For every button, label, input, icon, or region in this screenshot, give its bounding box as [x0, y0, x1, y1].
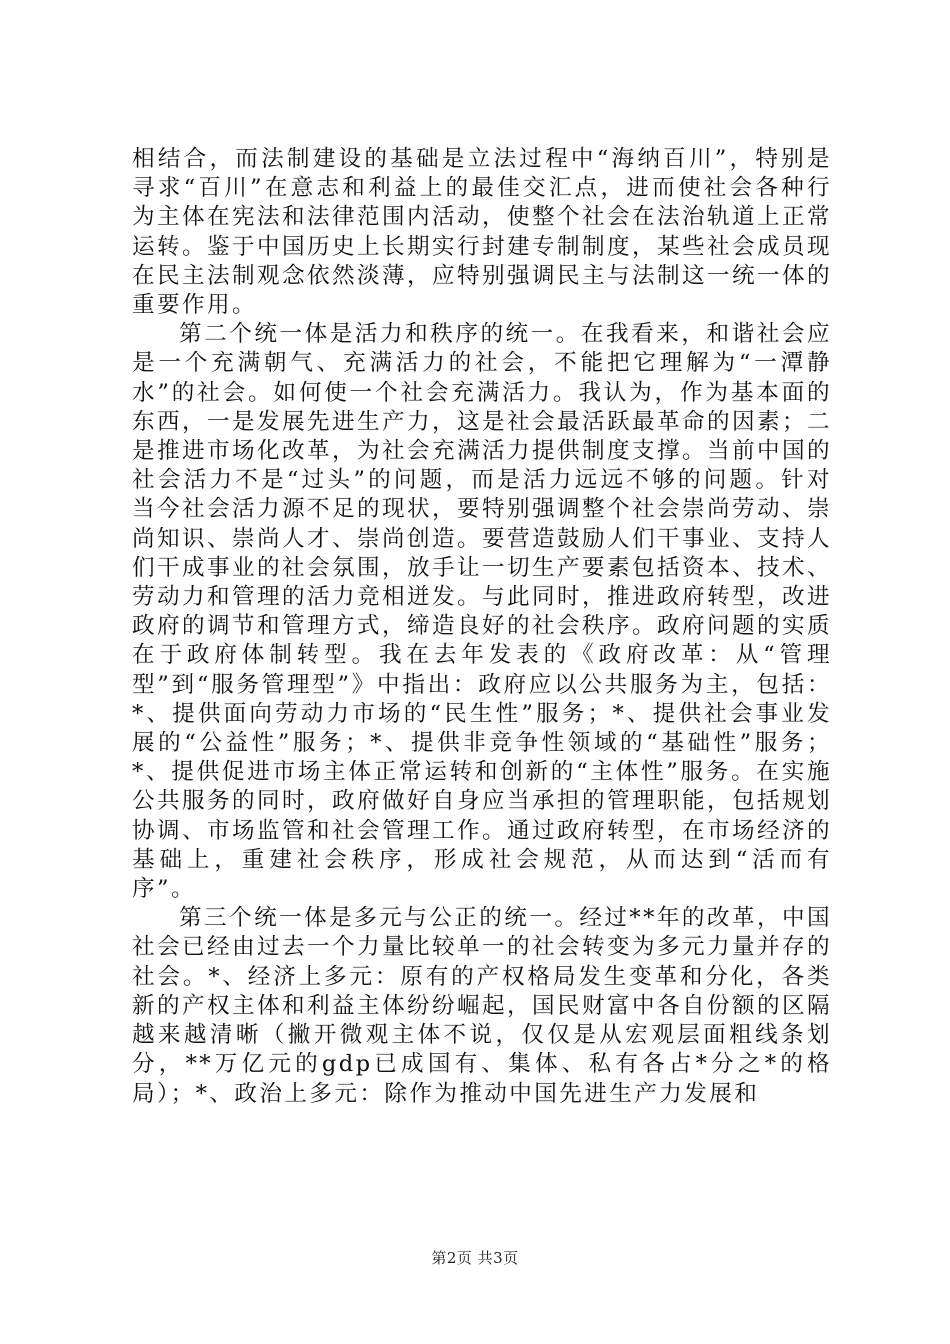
paragraph-2: 第二个统一体是活力和秩序的统一。在我看来，和谐社会应是一个充满朝气、充满活力的社会，不能把它理解为“一潭静水”的社会。如何使一个社会充满活力。我认为，作为基本面的东西，一是发展先进生产力，这是社会最活跃最革命的因素；二是推进市场化改革，为社会充满活力提供制度支撑。当前中国的社会活力不是“过头”的问题，而是活力远远不够的问题。针对当今社会活力源不足的现状，要特别强调整个社会崇尚劳动、崇尚知识、崇尚人才、崇尚创造。要营造鼓励人们干事业、支持人们干成事业的社会氛围，放手让一切生产要素包括资本、技术、劳动力和管理的活力竞相迸发。与此同时，推进政府转型，改进政府的调节和管理方式，缔造良好的社会秩序。政府问题的实质在于政府体制转型。我在去年发表的《政府改革：从“管理型”到“服务管理型”》中指出：政府应以公共服务为主，包括：*、提供面向劳动力市场的“民生性”服务；*、提供社会事业发展的“公益性”服务；*、提供非竞争性领域的“基础性”服务；*、提供促进市场主体正常运转和创新的“主体性”服务。在实施公共服务的同时，政府做好自身应当承担的管理职能，包括规划协调、市场监管和社会管理工作。通过政府转型，在市场经济的基础上，重建社会秩序，形成社会规范，从而达到“活而有序”。 — [132, 321, 832, 903]
paragraph-3: 第三个统一体是多元与公正的统一。经过**年的改革，中国社会已经由过去一个力量比较单一的社会转变为多元力量并存的社会。*、经济上多元：原有的产权格局发生变革和分化，各类新的产权主体和利益主体纷纷崛起，国民财富中各自份额的区隔越来越清晰（撇开微观主体不说，仅仅是从宏观层面粗线条划分，**万亿元的gdp已成国有、集体、私有各占*分之*的格局）；*、政治上多元：除作为推动中国先进生产力发展和 — [132, 905, 832, 1107]
document-body — [132, 145, 832, 1109]
page-footer: 第2页 共3页 — [431, 1249, 519, 1267]
paragraph-1: 相结合，而法制建设的基础是立法过程中“海纳百川”，特别是寻求“百川”在意志和利益上的最佳交汇点，进而使社会各种行为主体在宪法和法律范围内活动，使整个社会在法治轨道上正常运转。鉴于中国历史上长期实行封建专制制度，某些社会成员现在民主法制观念依然淡薄，应特别强调民主与法制这一统一体的重要作用。 — [132, 146, 832, 319]
